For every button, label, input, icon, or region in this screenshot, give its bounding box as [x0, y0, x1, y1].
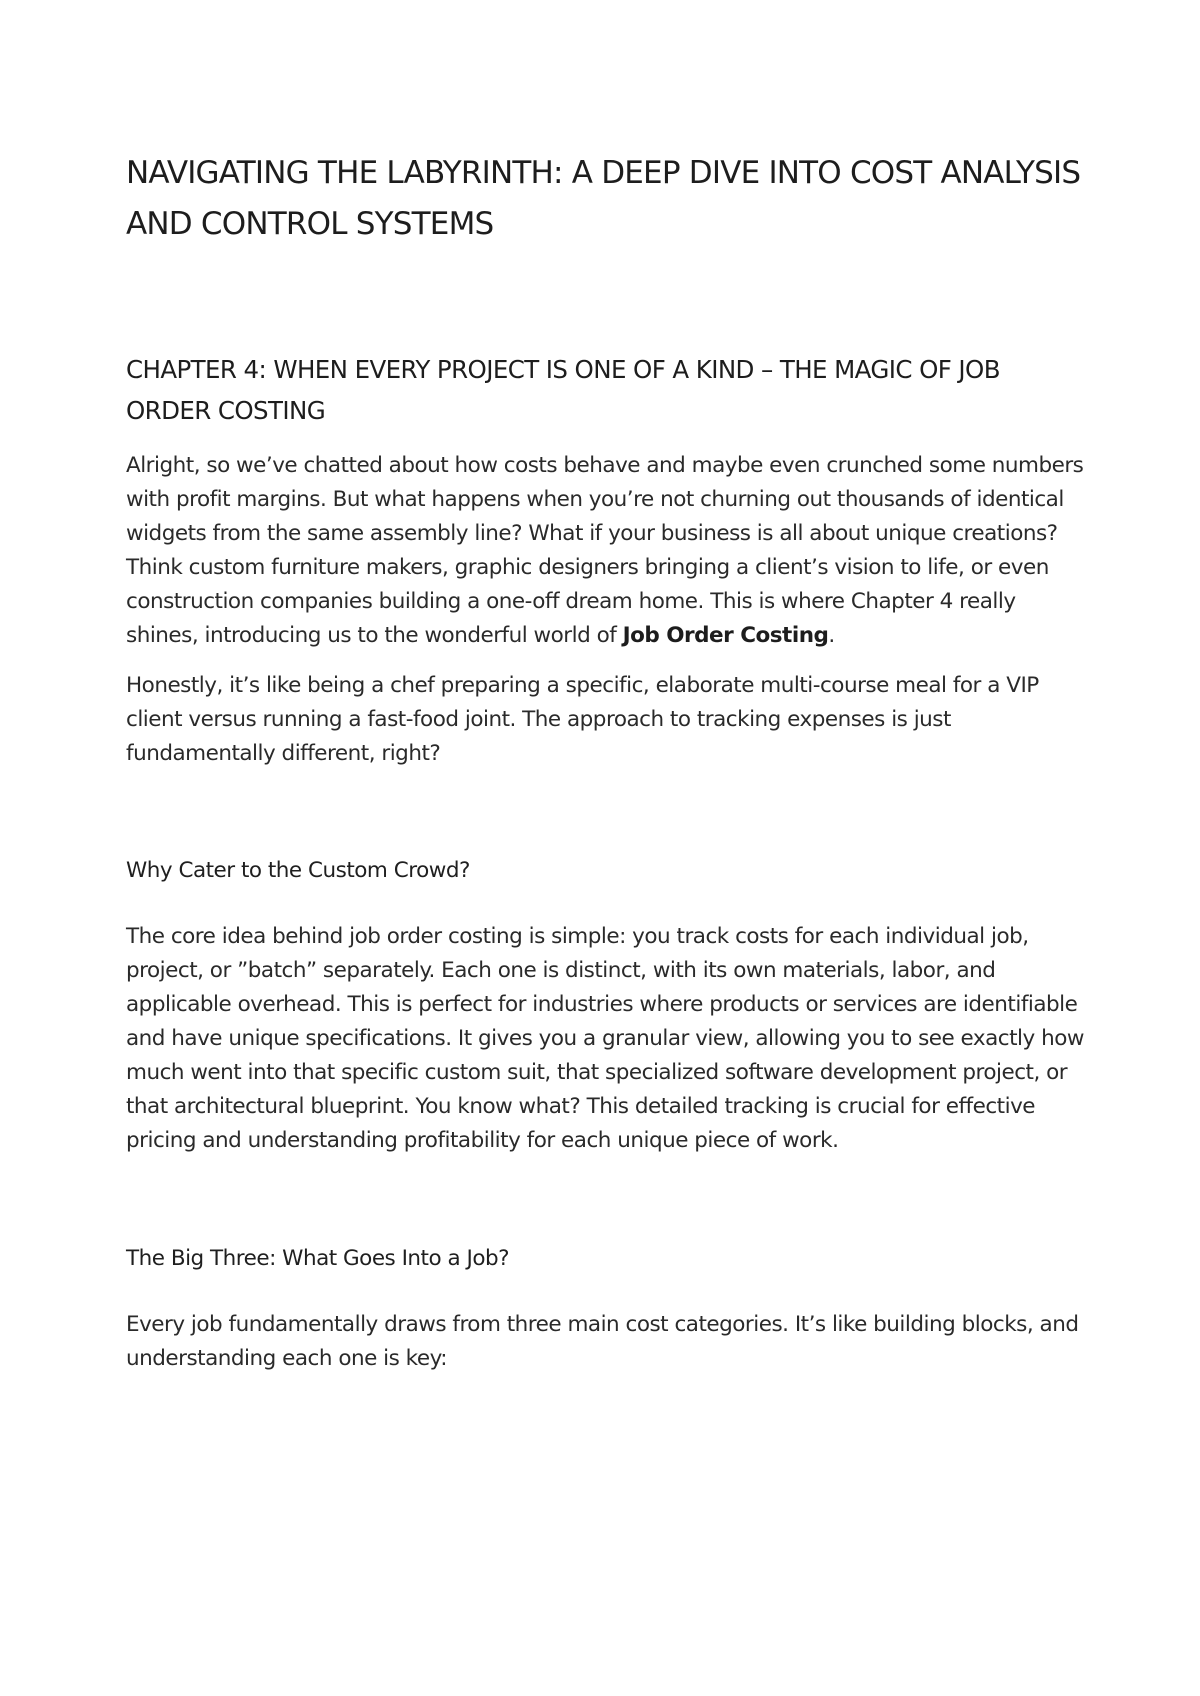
section-heading-big-three: The Big Three: What Goes Into a Job?	[126, 1246, 510, 1271]
intro-text: Alright, so we’ve chatted about how costs behave and maybe even crunched some numbers with profit margins. But what happens when you’re not churning out thousands of identical widgets from the same assembly line? What if your business is all about unique creations? Think custom furniture makers, graphic designers bringing a client’s vision to life, or even construction companies building a one-off dream home. This is where Chapter 4 really shines, introducing us to the wonderful world of	[126, 453, 1084, 648]
job-order-costing-term: Job Order Costing	[622, 623, 829, 648]
intro-paragraph	[126, 449, 1086, 653]
section-why-paragraph: The core idea behind job order costing is simple: you track costs for each individual job, project, or ”batch” separately. Each one is distinct, with its own materials, labor, and applicable overhead. This is perfect for industries where products or services are identifiable and have unique specifications. It gives you a granular view, allowing you to see exactly how much went into that specific custom suit, that specialized software development project, or that architectural blueprint. You know what? This detailed tracking is crucial for effective pricing and understanding profitability for each unique piece of work.	[126, 924, 1084, 1153]
document-title: NAVIGATING THE LABYRINTH: A DEEP DIVE INTO COST ANALYSIS AND CONTROL SYSTEMS	[126, 155, 1081, 242]
chapter-title: CHAPTER 4: WHEN EVERY PROJECT IS ONE OF A KIND – THE MAGIC OF JOB ORDER COSTING	[126, 355, 1000, 425]
section-heading-why: Why Cater to the Custom Crowd?	[126, 858, 470, 883]
section-big-three-paragraph: Every job fundamentally draws from three main cost categories. It’s like building blocks, and understanding each one is key:	[126, 1312, 1079, 1371]
analogy-paragraph: Honestly, it’s like being a chef preparing a specific, elaborate multi-course meal for a VIP client versus running a fast-food joint. The approach to tracking expenses is just fundamentally different, right?	[126, 673, 1039, 766]
document-body	[126, 148, 1086, 1376]
intro-text-end: .	[828, 623, 835, 648]
